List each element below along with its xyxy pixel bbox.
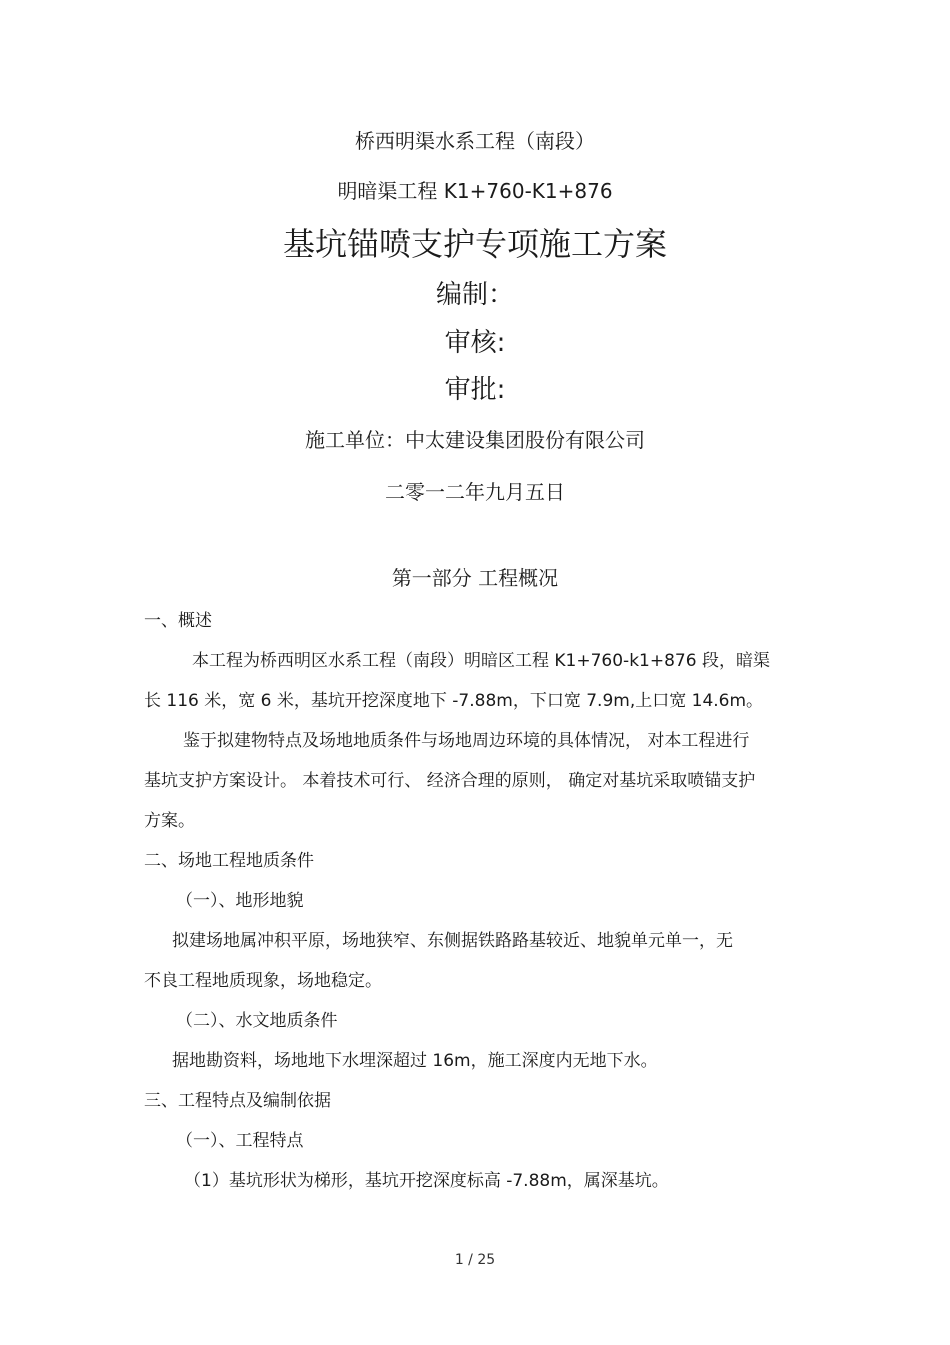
section-1-heading: 一、概述: [144, 611, 212, 631]
main-title: 基坑锚喷支护专项施工方案: [282, 225, 667, 263]
section-1-paragraph-2-line-3: 方案。: [144, 811, 195, 831]
document-date: 二零一二年九月五日: [385, 480, 565, 504]
section-3-sub-1-heading: （一）、工程特点: [176, 1131, 304, 1151]
section-3-item-1: （1）基坑形状为梯形，基坑开挖深度标高 -7.88m，属深基坑。: [184, 1171, 669, 1191]
sub-title: 明暗渠工程 K1+760-K1+876: [337, 179, 613, 203]
section-2-sub-2-line-1: 据地勘资料，场地地下水埋深超过 16m，施工深度内无地下水。: [172, 1051, 658, 1071]
approved-by: 审批:: [444, 375, 506, 405]
contractor: 施工单位：中太建设集团股份有限公司: [305, 428, 645, 452]
section-1-paragraph-1-line-1: 本工程为桥西明区水系工程（南段）明暗区工程 K1+760-k1+876 段，暗渠: [192, 651, 770, 671]
page-number: 1 / 25: [454, 1252, 496, 1268]
section-2-sub-1-line-2: 不良工程地质现象，场地稳定。: [144, 971, 382, 991]
section-3-heading: 三、工程特点及编制依据: [144, 1091, 331, 1111]
section-2-heading: 二、场地工程地质条件: [144, 851, 314, 871]
section-2-sub-2-heading: （二）、水文地质条件: [176, 1011, 338, 1031]
section-1-paragraph-1-line-2: 长 116 米，宽 6 米，基坑开挖深度地下 -7.88m，下口宽 7.9m,上口宽 14.6m。: [144, 691, 764, 711]
part-heading: 第一部分 工程概况: [391, 566, 559, 590]
section-2-sub-1-heading: （一）、地形地貌: [176, 891, 304, 911]
section-1-paragraph-2-line-1: 鉴于拟建物特点及场地地质条件与场地周边环境的具体情况， 对本工程进行: [183, 731, 750, 751]
reviewed-by: 审核:: [444, 328, 506, 358]
section-2-sub-1-line-1: 拟建场地属冲积平原，场地狭窄、东侧据铁路路基较近、地貌单元单一，无: [172, 931, 733, 951]
compiled-by: 编制：: [435, 280, 514, 310]
section-1-paragraph-2-line-2: 基坑支护方案设计。 本着技术可行、 经济合理的原则， 确定对基坑采取喷锚支护: [144, 771, 756, 791]
project-title: 桥西明渠水系工程（南段）: [355, 129, 595, 153]
